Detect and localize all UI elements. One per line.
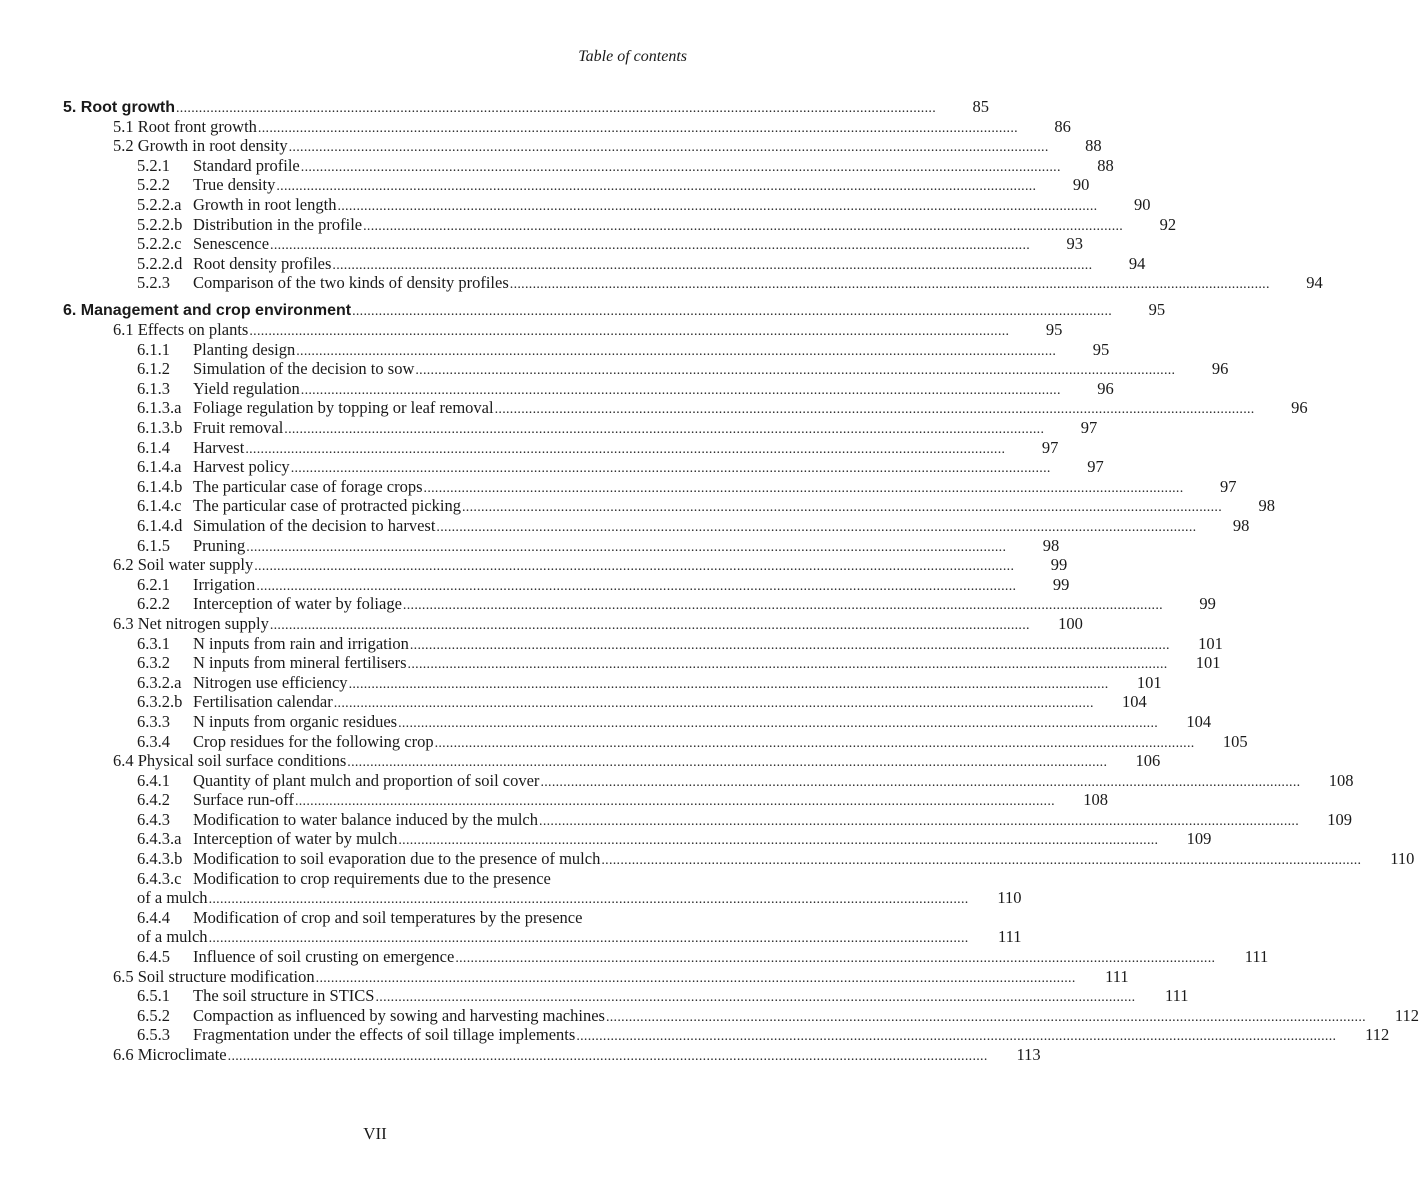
section-title: Effects on plants — [137, 320, 249, 340]
section-title: Modification to crop requirements due to the presence — [193, 868, 551, 888]
page-number: 95 — [1148, 300, 1166, 320]
toc-chapter-entry[interactable] — [63, 300, 1166, 320]
dot-leader: ........................................................................................................................................................................................................ — [300, 382, 1061, 398]
entry-title — [63, 810, 538, 830]
page-number: 97 — [1041, 437, 1059, 457]
entry-title — [63, 136, 288, 156]
section-number: 5.2.3 — [137, 273, 170, 293]
section-number: 6.5.2 — [137, 1005, 170, 1025]
dot-leader: ........................................................................................................................................................................................................ — [398, 833, 1159, 849]
dot-leader: ........................................................................................................................................................................................................ — [605, 1009, 1366, 1025]
toc-entry[interactable] — [63, 339, 1110, 360]
dot-leader: ........................................................................................................................................................................................................ — [436, 519, 1197, 535]
page-number: 97 — [1087, 457, 1104, 477]
dot-leader: ........................................................................................................................................................................................................ — [363, 218, 1124, 234]
dot-leader: ........................................................................................................................................................................................................ — [402, 598, 1163, 614]
entry-title — [63, 340, 295, 360]
section-title: Foliage regulation by topping or leaf removal — [193, 398, 494, 418]
entry-title — [63, 849, 600, 869]
dot-leader: ........................................................................................................................................................................................................ — [333, 696, 1094, 712]
section-number: 6.1.4.d — [137, 515, 183, 535]
section-title: Fragmentation under the effects of soil tillage implements — [193, 1025, 576, 1045]
section-number: 6.4.3 — [137, 809, 170, 829]
toc-entry[interactable] — [63, 908, 683, 928]
dot-leader: ........................................................................................................................................................................................................ — [398, 715, 1159, 731]
table-of-contents — [63, 97, 1419, 1065]
page-number: 99 — [1052, 574, 1070, 594]
page-number: 86 — [1054, 116, 1071, 136]
dot-leader: ........................................................................................................................................................................................................ — [332, 257, 1093, 273]
page-number: 97 — [1080, 418, 1098, 437]
page-number: 92 — [1159, 214, 1177, 234]
toc-entry[interactable] — [63, 418, 1098, 438]
toc-entry[interactable] — [63, 359, 1229, 379]
dot-leader: ........................................................................................................................................................................................................ — [208, 931, 969, 947]
toc-entry[interactable] — [63, 947, 1269, 967]
entry-title — [63, 273, 509, 293]
section-number: 6.5 — [113, 966, 134, 986]
entry-title — [63, 418, 283, 438]
page-number: VII — [363, 1124, 387, 1143]
toc-entry-continuation[interactable] — [63, 888, 1022, 908]
page-number: 93 — [1066, 234, 1084, 254]
dot-leader: ........................................................................................................................................................................................................ — [539, 813, 1300, 829]
toc-entry[interactable] — [63, 731, 1248, 752]
entry-title — [63, 908, 582, 928]
page-number: 100 — [1058, 613, 1083, 633]
toc-chapter-entry[interactable] — [63, 97, 989, 117]
page-number: 96 — [1097, 378, 1114, 398]
dot-leader: ........................................................................................................................................................................................................ — [348, 676, 1109, 692]
toc-entry[interactable] — [63, 613, 1083, 634]
section-number: 6.2.2 — [137, 594, 170, 614]
toc-entry[interactable] — [63, 234, 1084, 254]
section-number: 6.3.3 — [137, 711, 170, 731]
section-title: Quantity of plant mulch and proportion of soil cover — [193, 770, 540, 790]
entry-title — [63, 692, 333, 712]
toc-entry[interactable] — [63, 214, 1177, 235]
toc-entry[interactable] — [63, 273, 1323, 293]
section-number: 6.2.1 — [137, 574, 170, 594]
section-title: Microclimate — [137, 1045, 227, 1064]
section-title: Nitrogen use efficiency — [193, 672, 348, 692]
toc-entry[interactable] — [63, 535, 1060, 556]
dot-leader: ........................................................................................................................................................................................................ — [270, 238, 1031, 254]
dot-leader: ........................................................................................................................................................................................................ — [337, 198, 1098, 214]
dot-leader: ........................................................................................................................................................................................................ — [288, 140, 1049, 156]
entry-title — [63, 117, 257, 137]
page-number: 111 — [998, 927, 1022, 947]
entry-title — [63, 438, 244, 458]
page-number: 94 — [1128, 253, 1146, 273]
dot-leader: ........................................................................................................................................................................................................ — [409, 637, 1170, 653]
dot-leader: ........................................................................................................................................................................................................ — [269, 617, 1030, 633]
toc-entry[interactable] — [63, 1045, 1041, 1065]
toc-entry[interactable] — [63, 633, 1223, 654]
section-number: 5.2.2.b — [137, 214, 183, 234]
section-title: Simulation of the decision to sow — [193, 359, 415, 379]
entry-title — [63, 1025, 575, 1045]
page-number: 111 — [1244, 947, 1269, 967]
toc-entry[interactable] — [63, 496, 1275, 516]
section-number: 6.3.1 — [137, 633, 170, 653]
section-number: 6.3.4 — [137, 731, 170, 751]
section-number: 6.5.3 — [137, 1025, 170, 1045]
section-title: Modification to soil evaporation due to the presence of mulch — [193, 849, 601, 869]
section-title-continued: of a mulch — [137, 888, 208, 908]
dot-leader: ........................................................................................................................................................................................................ — [352, 304, 1113, 320]
page-number: 110 — [997, 888, 1022, 908]
section-number: 6.3.2.a — [137, 672, 182, 692]
toc-entry[interactable] — [63, 1005, 1419, 1026]
dot-leader: ........................................................................................................................................................................................................ — [407, 657, 1168, 673]
page-number: 106 — [1135, 751, 1161, 771]
entry-title — [63, 320, 248, 340]
entry-title — [63, 673, 348, 693]
section-title: Senescence — [193, 234, 270, 254]
dot-leader: ........................................................................................................................................................................................................ — [256, 578, 1017, 594]
section-title: Surface run-off — [193, 790, 294, 810]
page-number: 104 — [1122, 692, 1147, 712]
page-number: 110 — [1390, 849, 1415, 869]
section-number: 6.3 — [113, 613, 134, 633]
entry-title — [63, 457, 290, 477]
section-title: Crop residues for the following crop — [193, 731, 434, 751]
toc-entry[interactable] — [63, 966, 1129, 987]
section-title: Irrigation — [193, 574, 256, 594]
section-title: N inputs from organic residues — [193, 711, 398, 731]
toc-entry[interactable] — [63, 574, 1070, 595]
section-title: N inputs from mineral fertilisers — [193, 653, 407, 673]
toc-entry[interactable] — [63, 555, 1068, 575]
dot-leader: ........................................................................................................................................................................................................ — [257, 120, 1018, 136]
section-number: 5.2.1 — [137, 155, 170, 175]
toc-entry[interactable] — [63, 116, 1071, 137]
page-number: 88 — [1097, 155, 1114, 175]
dot-leader: ........................................................................................................................................................................................................ — [245, 441, 1006, 457]
section-number: 6.5.1 — [137, 986, 170, 1006]
page-number: 98 — [1258, 496, 1275, 516]
page-number: 85 — [972, 97, 989, 116]
toc-entry[interactable] — [63, 829, 1212, 849]
section-title: Fertilisation calendar — [193, 692, 333, 712]
toc-entry[interactable] — [63, 476, 1237, 497]
page-number: 112 — [1394, 1005, 1419, 1025]
dot-leader: ........................................................................................................................................................................................................ — [455, 951, 1216, 967]
page-number: 108 — [1083, 790, 1108, 810]
section-number: 6.1.4 — [137, 437, 170, 457]
page-number: 98 — [1232, 515, 1250, 535]
entry-title — [63, 496, 461, 516]
section-title: Modification to water balance induced by the mulch — [193, 809, 539, 829]
section-title: Physical soil surface conditions — [137, 751, 347, 771]
toc-entry[interactable] — [63, 594, 1216, 614]
section-number: 6.1.4.b — [137, 476, 183, 496]
dot-leader: ........................................................................................................................................................................................................ — [434, 735, 1195, 751]
section-number: 5.2.2.a — [137, 194, 182, 214]
dot-leader: ........................................................................................................................................................................................................ — [540, 774, 1301, 790]
entry-title — [63, 732, 434, 752]
entry-title — [63, 398, 494, 418]
section-title: Influence of soil crusting on emergence — [193, 947, 455, 967]
section-title: The particular case of forage crops — [193, 476, 423, 496]
page-number: 101 — [1136, 672, 1162, 692]
entry-title — [63, 254, 331, 274]
section-title: Soil structure modification — [137, 966, 315, 986]
entry-title — [63, 359, 414, 379]
entry-title — [63, 379, 300, 399]
section-number: 5. — [63, 99, 77, 116]
page-number: 94 — [1306, 273, 1323, 293]
section-number: 6.4 — [113, 751, 134, 771]
entry-title — [63, 516, 435, 536]
toc-entry[interactable] — [63, 986, 1189, 1006]
section-number: 6.1.2 — [137, 359, 170, 379]
page-number: 88 — [1085, 136, 1102, 156]
section-title: Root front growth — [137, 116, 257, 136]
dot-leader: ........................................................................................................................................................................................................ — [246, 539, 1007, 555]
toc-entry[interactable] — [63, 457, 1104, 477]
section-number: 6.3.2 — [137, 653, 170, 673]
section-title: Root density profiles — [193, 253, 332, 273]
dot-leader: ........................................................................................................................................................................................................ — [300, 159, 1061, 175]
toc-entry[interactable] — [63, 692, 1147, 712]
page-number: 99 — [1050, 555, 1068, 575]
section-title: Standard profile — [193, 155, 300, 175]
page-number: 90 — [1133, 194, 1151, 214]
dot-leader: ........................................................................................................................................................................................................ — [315, 970, 1076, 986]
section-number: 6.4.4 — [137, 907, 170, 927]
section-number: 6.1.1 — [137, 339, 170, 359]
section-number: 5.2.2.d — [137, 253, 183, 273]
section-number: 6.4.3.b — [137, 849, 183, 869]
dot-leader: ........................................................................................................................................................................................................ — [254, 559, 1015, 575]
toc-entry[interactable] — [63, 790, 1108, 810]
page-number: 95 — [1045, 320, 1063, 340]
dot-leader: ........................................................................................................................................................................................................ — [284, 422, 1045, 437]
entry-title — [63, 947, 454, 967]
entry-title — [63, 234, 269, 254]
page-number: 90 — [1072, 175, 1090, 195]
page-number: 98 — [1042, 535, 1060, 555]
toc-entry-continuation[interactable] — [63, 927, 1022, 947]
running-head: Table of contents — [578, 48, 687, 65]
page-number: 96 — [1291, 398, 1308, 418]
toc-entry[interactable] — [63, 849, 1415, 869]
toc-entry[interactable] — [63, 515, 1250, 536]
section-title: Interception of water by mulch — [193, 829, 398, 849]
page-number: 97 — [1220, 476, 1237, 496]
section-title: The particular case of protracted picking — [193, 496, 461, 516]
dot-leader: ........................................................................................................................................................................................................ — [208, 892, 969, 908]
entry-title — [63, 634, 409, 654]
section-title: True density — [193, 175, 276, 195]
dot-leader: ........................................................................................................................................................................................................ — [290, 461, 1051, 477]
section-number: 6.6 — [113, 1045, 134, 1064]
section-title: Comparison of the two kinds of density profiles — [193, 273, 509, 293]
entry-title — [63, 712, 397, 732]
toc-entry[interactable] — [63, 770, 1354, 791]
page-number: 104 — [1186, 711, 1212, 731]
section-number: 6.3.2.b — [137, 692, 183, 712]
page-number: 95 — [1092, 339, 1110, 359]
entry-title — [63, 967, 315, 987]
entry-title — [63, 594, 402, 614]
entry-title — [63, 1006, 605, 1026]
toc-entry[interactable] — [63, 653, 1221, 673]
section-number: 6.1.3.b — [137, 418, 183, 437]
entry-title — [63, 215, 362, 235]
dot-leader: ........................................................................................................................................................................................................ — [423, 480, 1184, 496]
section-title: Pruning — [193, 535, 246, 555]
section-number: 6.1.4.c — [137, 496, 182, 516]
section-number: 6.1 — [113, 320, 134, 340]
section-number: 6.1.5 — [137, 535, 170, 555]
section-title: Harvest policy — [193, 457, 290, 477]
entry-title — [63, 575, 255, 595]
dot-leader: ........................................................................................................................................................................................................ — [509, 277, 1270, 293]
section-number: 6.4.1 — [137, 770, 170, 790]
entry-title — [63, 175, 275, 195]
section-title: Fruit removal — [193, 418, 284, 437]
dot-leader: ........................................................................................................................................................................................................ — [276, 179, 1037, 195]
entry-title — [63, 301, 351, 321]
toc-entry[interactable] — [63, 320, 1063, 340]
toc-entry[interactable] — [63, 253, 1146, 274]
toc-entry[interactable] — [63, 378, 1114, 399]
section-number: 6.1.3.a — [137, 398, 182, 418]
entry-title — [63, 156, 300, 176]
section-title: Root growth — [80, 99, 175, 116]
section-number: 5.2.2 — [137, 175, 170, 195]
section-number: 6.4.3.a — [137, 829, 182, 849]
toc-entry[interactable] — [63, 809, 1353, 830]
entry-title — [63, 98, 175, 118]
toc-entry[interactable] — [63, 175, 1090, 195]
page-number: 113 — [1016, 1045, 1041, 1064]
entry-title — [63, 653, 407, 673]
section-number: 6.4.5 — [137, 947, 170, 967]
section-number: 6. — [63, 302, 77, 320]
dot-leader: ........................................................................................................................................................................................................ — [296, 343, 1057, 359]
dot-leader: ........................................................................................................................................................................................................ — [375, 990, 1136, 1006]
entry-title — [63, 555, 253, 575]
dot-leader: ........................................................................................................................................................................................................ — [249, 324, 1010, 340]
section-number: 5.1 — [113, 116, 134, 136]
page-number: 101 — [1195, 653, 1221, 673]
section-title: Distribution in the profile — [193, 214, 363, 234]
entry-title — [63, 790, 294, 810]
page-number: 109 — [1327, 809, 1353, 829]
section-number: 6.4.3.c — [137, 868, 182, 888]
page-number: 105 — [1222, 731, 1248, 751]
section-title: Interception of water by foliage — [193, 594, 402, 614]
section-title: Growth in root density — [137, 136, 288, 156]
section-title: Soil water supply — [137, 555, 254, 575]
entry-title — [63, 1045, 227, 1065]
section-title-continued: of a mulch — [137, 927, 208, 947]
dot-leader: ........................................................................................................................................................................................................ — [227, 1049, 988, 1064]
entry-title — [63, 751, 346, 771]
section-number: 6.4.2 — [137, 790, 170, 810]
entry-title — [63, 829, 397, 849]
section-title: N inputs from rain and irrigation — [193, 633, 409, 653]
toc-entry[interactable] — [63, 194, 1151, 215]
dot-leader: ........................................................................................................................................................................................................ — [415, 363, 1176, 379]
entry-title — [63, 536, 245, 556]
dot-leader: ........................................................................................................................................................................................................ — [576, 1029, 1337, 1045]
section-title: Management and crop environment — [80, 302, 352, 320]
dot-leader: ........................................................................................................................................................................................................ — [462, 500, 1222, 516]
page-number: 112 — [1365, 1025, 1390, 1045]
dot-leader: ........................................................................................................................................................................................................ — [294, 794, 1055, 810]
section-title: Modification of crop and soil temperatures by the presence — [193, 907, 583, 927]
toc-entry[interactable] — [63, 437, 1059, 458]
section-number: 6.1.4.a — [137, 457, 182, 477]
dot-leader: ........................................................................................................................................................................................................ — [494, 402, 1255, 418]
entry-title — [63, 477, 423, 497]
dot-leader: ........................................................................................................................................................................................................ — [176, 101, 936, 116]
toc-entry[interactable] — [63, 869, 683, 889]
page-number: 109 — [1186, 829, 1212, 849]
toc-entry[interactable] — [63, 672, 1162, 693]
section-number: 5.2 — [113, 136, 134, 156]
section-title: The soil structure in STICS — [193, 986, 375, 1006]
section-number: 6.2 — [113, 555, 134, 575]
entry-title — [63, 195, 336, 215]
toc-entry[interactable] — [63, 398, 1308, 418]
dot-leader: ........................................................................................................................................................................................................ — [601, 853, 1362, 869]
section-title: Harvest — [193, 437, 245, 457]
section-title: Compaction as influenced by sowing and harvesting machines — [193, 1005, 605, 1025]
dot-leader: ........................................................................................................................................................................................................ — [347, 755, 1108, 771]
section-title: Yield regulation — [193, 378, 300, 398]
toc-entry[interactable] — [63, 155, 1114, 176]
section-title: Growth in root length — [193, 194, 337, 214]
toc-entry[interactable] — [63, 711, 1212, 732]
section-number: 5.2.2.c — [137, 234, 182, 254]
section-title: Net nitrogen supply — [137, 613, 269, 633]
section-number: 6.1.3 — [137, 378, 170, 398]
page-number: 111 — [1164, 986, 1189, 1006]
page-number: 99 — [1199, 594, 1216, 614]
entry-title — [63, 771, 539, 791]
page-number: 111 — [1105, 966, 1129, 986]
page-number: 101 — [1198, 633, 1223, 653]
section-title: Planting design — [193, 339, 296, 359]
entry-title — [63, 614, 269, 634]
entry-title — [63, 986, 374, 1006]
page-number: 108 — [1328, 770, 1354, 790]
entry-title — [63, 869, 551, 889]
toc-entry[interactable] — [63, 1025, 1390, 1045]
page-number: 96 — [1211, 359, 1229, 379]
toc-entry[interactable] — [63, 751, 1161, 771]
section-title: Simulation of the decision to harvest — [193, 515, 436, 535]
toc-entry[interactable] — [63, 136, 1102, 156]
